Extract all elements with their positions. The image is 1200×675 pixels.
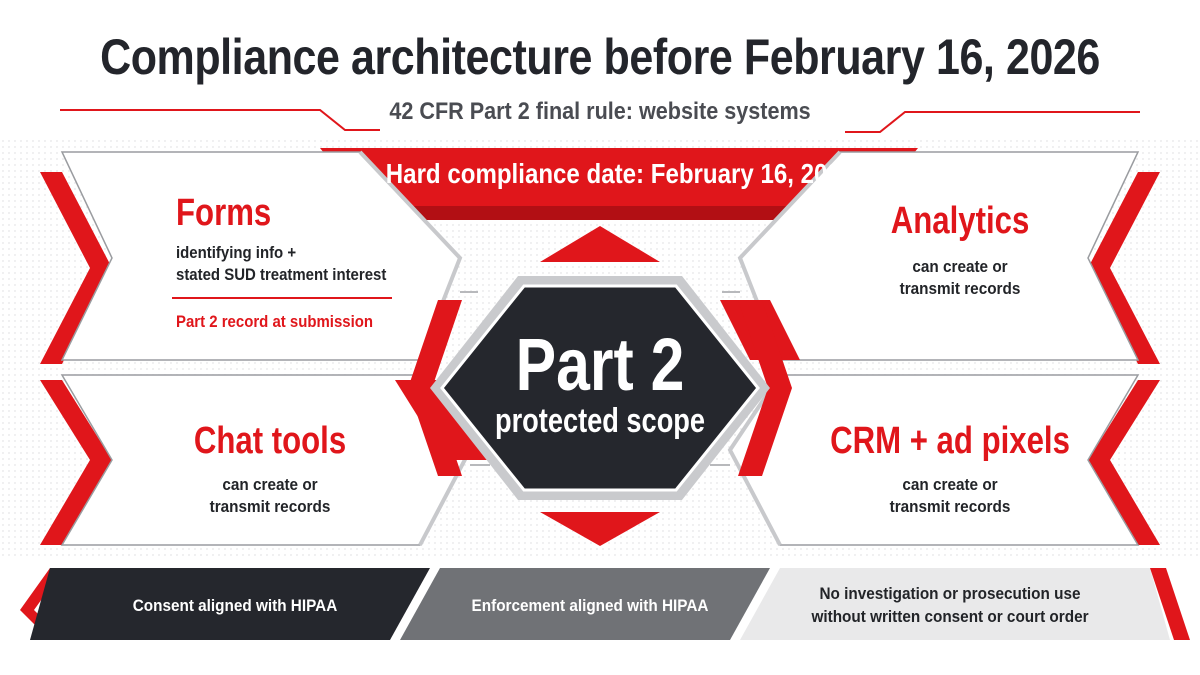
consent-band: Consent aligned with HIPAA <box>132 596 338 615</box>
forms-title: Forms <box>176 192 272 234</box>
forms-description-line-2: stated SUD treatment interest <box>176 265 387 284</box>
enforcement-band: Enforcement aligned with HIPAA <box>471 596 709 615</box>
forms-note: Part 2 record at submission <box>176 312 374 331</box>
restriction-band-line-1: No investigation or prosecution use <box>819 584 1081 603</box>
chat-tools-description <box>144 474 396 518</box>
forms-description-line-1: identifying info + <box>176 243 297 262</box>
crm-ad-pixels-description-line-2: transmit records <box>889 497 1011 516</box>
analytics-description-line-1: can create or <box>912 257 1008 276</box>
center-subtitle: protected scope <box>494 402 706 440</box>
crm-ad-pixels-description <box>842 474 1058 518</box>
forms-description <box>176 242 386 286</box>
chat-tools-description-line-1: can create or <box>222 475 318 494</box>
compliance-date-banner: Hard compliance date: February 16, 2026 <box>385 158 855 189</box>
analytics-title: Analytics <box>890 200 1030 242</box>
restriction-band-line-2: without written consent or court order <box>811 607 1089 626</box>
analytics-description-line-2: transmit records <box>899 279 1021 298</box>
crm-ad-pixels-description-line-1: can create or <box>902 475 998 494</box>
chat-tools-description-line-2: transmit records <box>209 497 331 516</box>
page-title: Compliance architecture before February 16, 2026 <box>100 29 1100 85</box>
chat-tools-title: Chat tools <box>193 420 347 462</box>
crm-ad-pixels-title: CRM + ad pixels <box>830 420 1070 462</box>
page-subtitle: 42 CFR Part 2 final rule: website systems <box>389 98 811 125</box>
center-title: Part 2 <box>515 323 685 406</box>
restriction-band <box>779 582 1121 628</box>
analytics-description <box>852 256 1068 300</box>
